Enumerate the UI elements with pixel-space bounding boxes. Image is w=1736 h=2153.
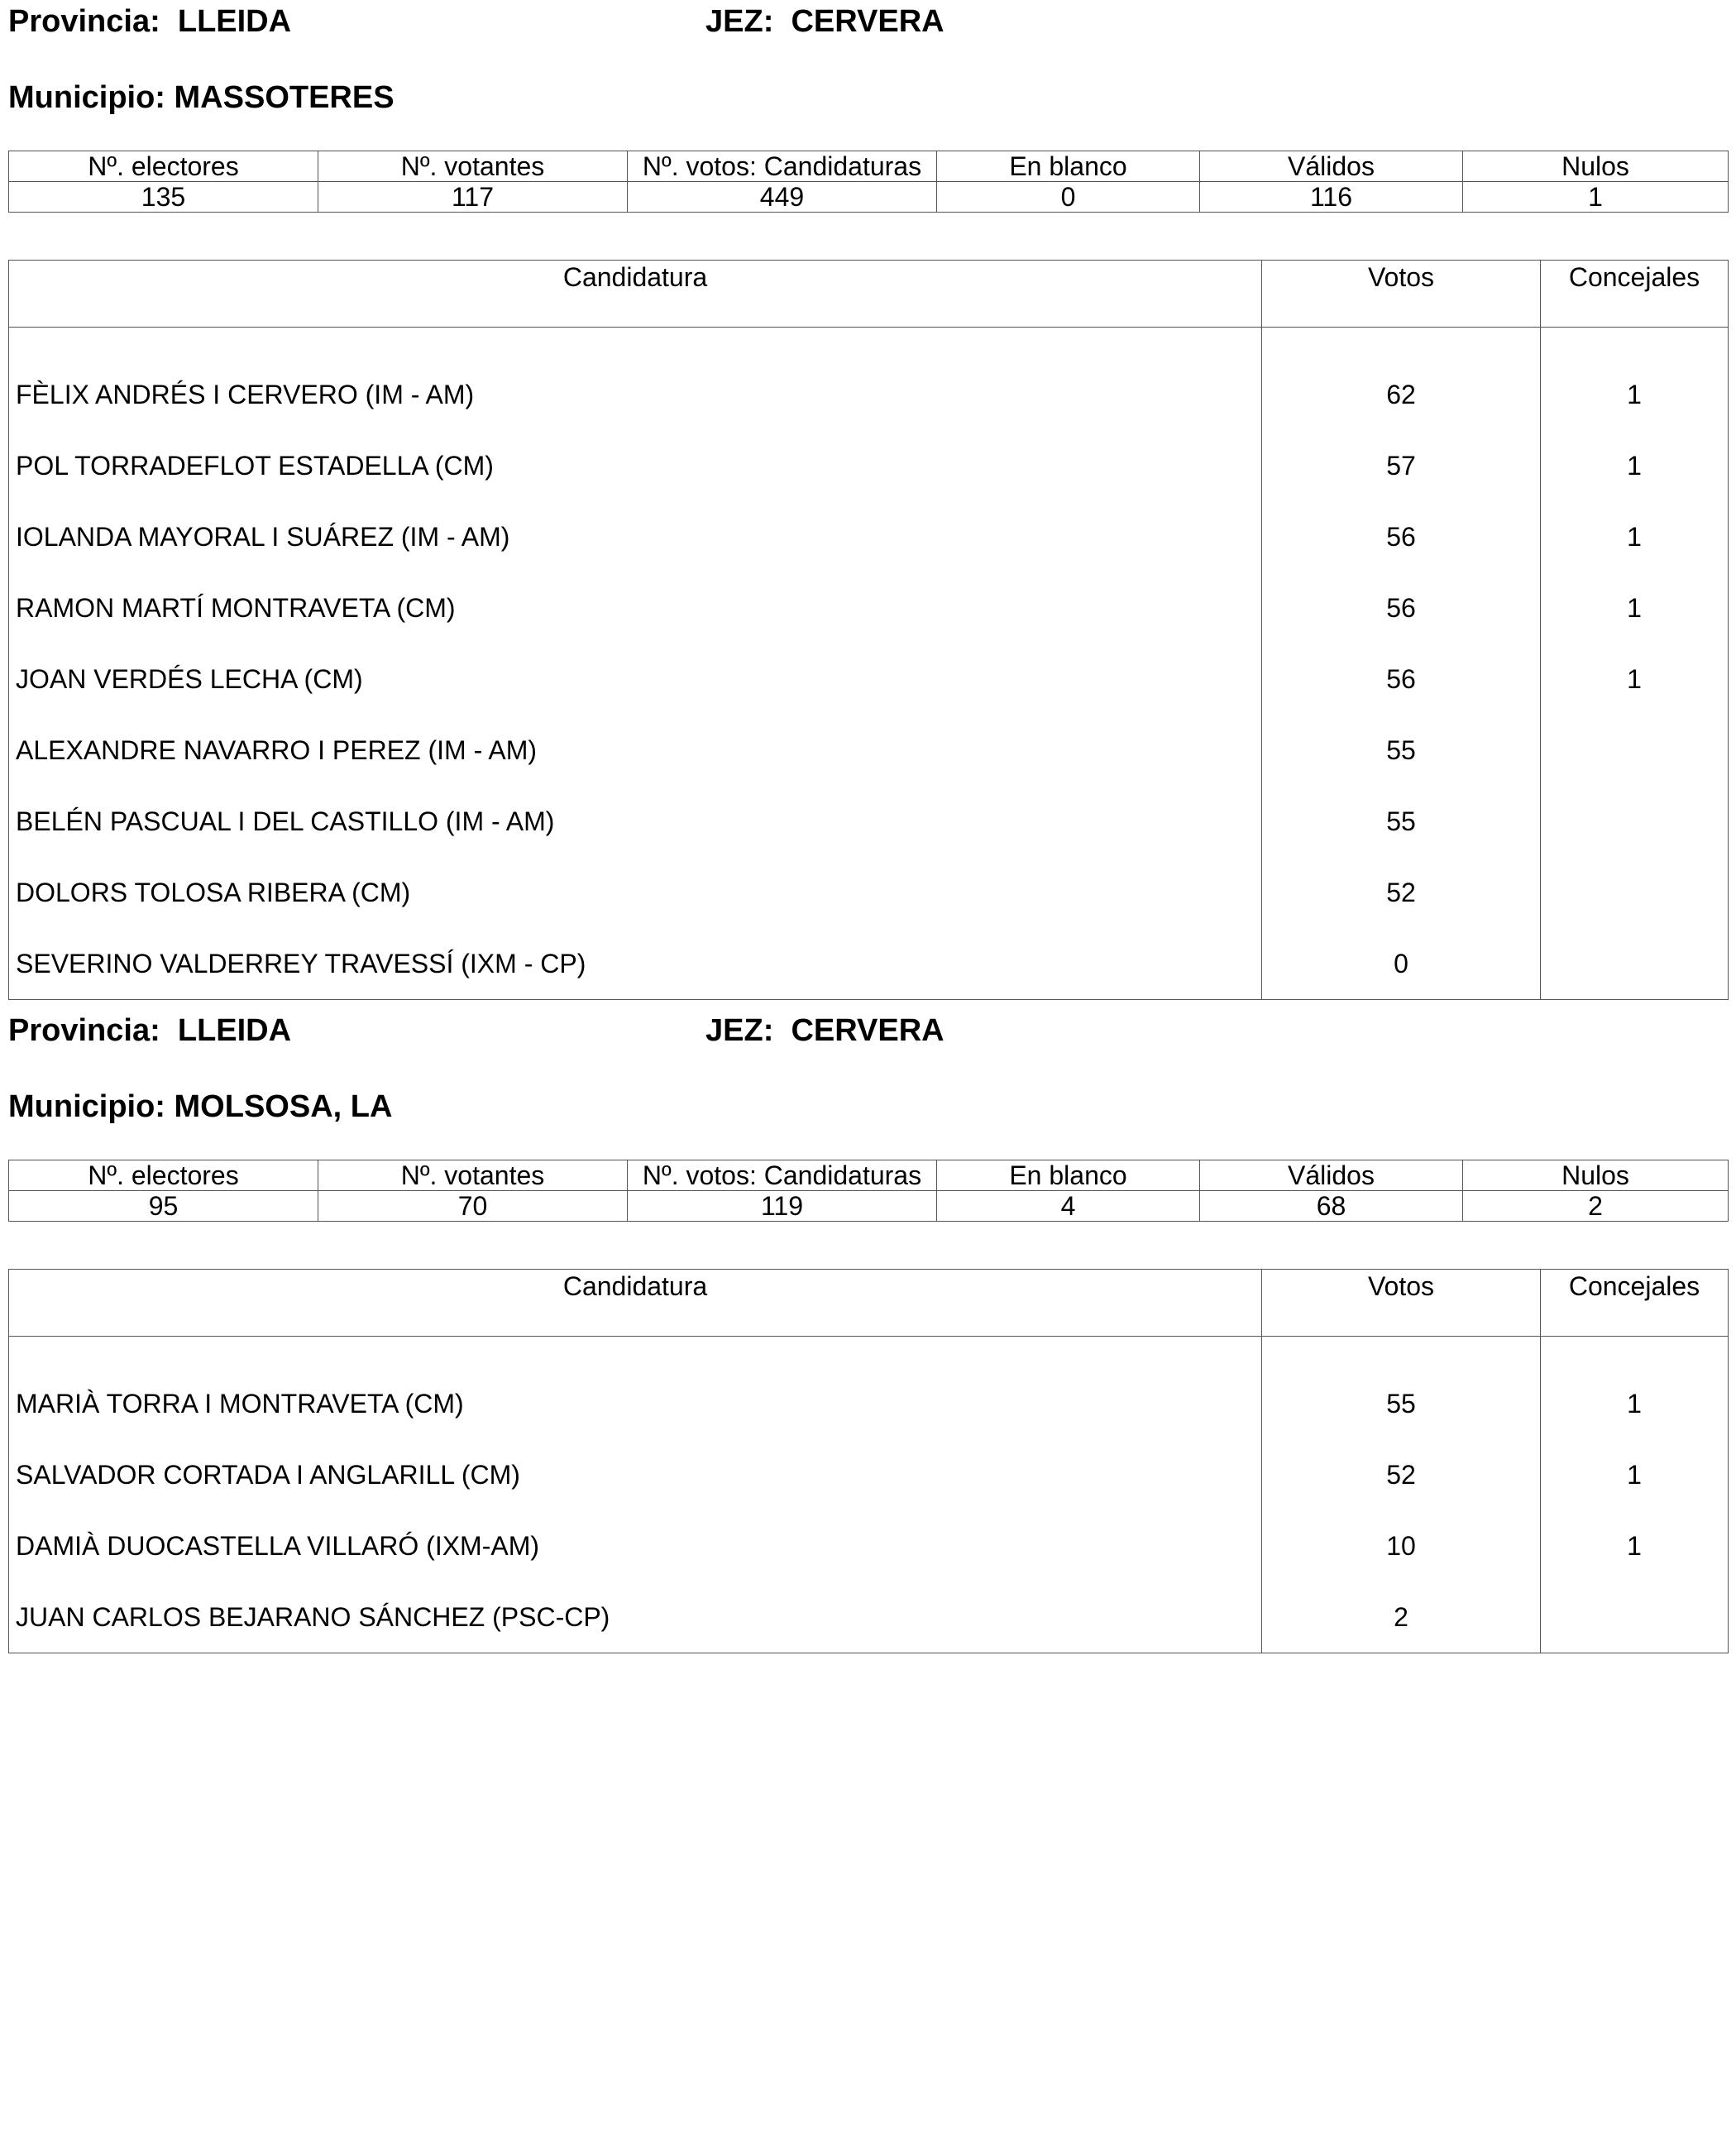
municipio-label: Municipio: xyxy=(8,80,165,115)
candidate-votos: 0 xyxy=(1262,928,1541,1000)
jez-heading xyxy=(705,1014,945,1047)
candidate-name: ALEXANDRE NAVARRO I PEREZ (IM - AM) xyxy=(9,715,1262,786)
jez-label: JEZ: xyxy=(705,4,774,39)
candidates-header-row xyxy=(9,261,1729,328)
candidate-concejales xyxy=(1541,715,1729,786)
municipio-value: MASSOTERES xyxy=(174,80,395,115)
summary-value-votantes: 117 xyxy=(318,182,628,213)
candidate-concejales xyxy=(1541,928,1729,1000)
table-row xyxy=(9,1510,1729,1581)
summary-value-votantes: 70 xyxy=(318,1191,628,1222)
candidate-concejales: 1 xyxy=(1541,1439,1729,1510)
summary-value-validos: 116 xyxy=(1200,182,1463,213)
candidate-name: JUAN CARLOS BEJARANO SÁNCHEZ (PSC-CP) xyxy=(9,1581,1262,1653)
candidate-votos: 55 xyxy=(1262,715,1541,786)
table-row xyxy=(9,786,1729,857)
candidate-votos: 55 xyxy=(1262,1368,1541,1439)
candidate-concejales: 1 xyxy=(1541,359,1729,430)
candidate-name: DAMIÀ DUOCASTELLA VILLARÓ (IXM-AM) xyxy=(9,1510,1262,1581)
summary-header-votantes: Nº. votantes xyxy=(318,151,628,182)
candidate-name: IOLANDA MAYORAL I SUÁREZ (IM - AM) xyxy=(9,501,1262,572)
summary-value-row xyxy=(9,182,1729,213)
table-row xyxy=(9,430,1729,501)
table-row xyxy=(9,572,1729,644)
candidate-votos: 56 xyxy=(1262,501,1541,572)
candidate-concejales: 1 xyxy=(1541,1510,1729,1581)
candidates-header-votos: Votos xyxy=(1262,1270,1541,1337)
summary-table xyxy=(8,151,1729,213)
candidates-header-votos: Votos xyxy=(1262,261,1541,328)
summary-value-en-blanco: 4 xyxy=(937,1191,1200,1222)
summary-table xyxy=(8,1160,1729,1222)
jez-heading xyxy=(705,5,945,38)
summary-header-votos-candidaturas: Nº. votos: Candidaturas xyxy=(628,151,937,182)
summary-value-votos-candidaturas: 119 xyxy=(628,1191,937,1222)
candidate-name: JOAN VERDÉS LECHA (CM) xyxy=(9,644,1262,715)
summary-header-votantes: Nº. votantes xyxy=(318,1160,628,1191)
table-row xyxy=(9,857,1729,928)
candidate-concejales xyxy=(1541,857,1729,928)
candidate-concejales: 1 xyxy=(1541,572,1729,644)
summary-header-electores: Nº. electores xyxy=(9,151,318,182)
candidate-votos: 57 xyxy=(1262,430,1541,501)
candidate-votos: 52 xyxy=(1262,857,1541,928)
summary-header-electores: Nº. electores xyxy=(9,1160,318,1191)
candidate-name: SEVERINO VALDERREY TRAVESSÍ (IXM - CP) xyxy=(9,928,1262,1000)
candidate-name: RAMON MARTÍ MONTRAVETA (CM) xyxy=(9,572,1262,644)
table-row xyxy=(9,359,1729,430)
candidates-spacer-row xyxy=(9,1337,1729,1369)
summary-value-nulos: 2 xyxy=(1463,1191,1729,1222)
jez-label: JEZ: xyxy=(705,1013,774,1048)
summary-value-en-blanco: 0 xyxy=(937,182,1200,213)
summary-header-en-blanco: En blanco xyxy=(937,1160,1200,1191)
municipio-label: Municipio: xyxy=(8,1089,165,1124)
candidate-name: BELÉN PASCUAL I DEL CASTILLO (IM - AM) xyxy=(9,786,1262,857)
summary-header-votos-candidaturas: Nº. votos: Candidaturas xyxy=(628,1160,937,1191)
candidate-concejales xyxy=(1541,786,1729,857)
candidate-concejales xyxy=(1541,1581,1729,1653)
candidates-header-concejales: Concejales xyxy=(1541,1270,1729,1337)
summary-header-validos: Válidos xyxy=(1200,151,1463,182)
summary-value-nulos: 1 xyxy=(1463,182,1729,213)
table-row xyxy=(9,1581,1729,1653)
candidate-votos: 56 xyxy=(1262,644,1541,715)
summary-header-row xyxy=(9,1160,1729,1191)
summary-header-nulos: Nulos xyxy=(1463,151,1729,182)
provincia-heading xyxy=(8,5,291,38)
candidate-votos: 55 xyxy=(1262,786,1541,857)
municipio-value: MOLSOSA, LA xyxy=(174,1089,393,1124)
candidate-votos: 10 xyxy=(1262,1510,1541,1581)
candidate-votos: 62 xyxy=(1262,359,1541,430)
candidates-table xyxy=(8,1269,1729,1653)
candidates-table xyxy=(8,260,1729,1000)
candidate-name: DOLORS TOLOSA RIBERA (CM) xyxy=(9,857,1262,928)
summary-header-nulos: Nulos xyxy=(1463,1160,1729,1191)
table-row xyxy=(9,644,1729,715)
summary-value-row xyxy=(9,1191,1729,1222)
candidate-concejales: 1 xyxy=(1541,501,1729,572)
candidates-header-row xyxy=(9,1270,1729,1337)
summary-value-validos: 68 xyxy=(1200,1191,1463,1222)
table-row xyxy=(9,501,1729,572)
summary-value-electores: 95 xyxy=(9,1191,318,1222)
jez-value: CERVERA xyxy=(791,1013,945,1048)
candidate-votos: 56 xyxy=(1262,572,1541,644)
candidates-header-candidatura: Candidatura xyxy=(9,1270,1262,1337)
municipio-heading xyxy=(8,1090,392,1123)
provincia-label: Provincia: xyxy=(8,1013,160,1048)
provincia-value: LLEIDA xyxy=(177,1013,292,1048)
provincia-heading xyxy=(8,1014,291,1047)
candidate-votos: 52 xyxy=(1262,1439,1541,1510)
candidates-header-concejales: Concejales xyxy=(1541,261,1729,328)
candidate-votos: 2 xyxy=(1262,1581,1541,1653)
candidate-name: POL TORRADEFLOT ESTADELLA (CM) xyxy=(9,430,1262,501)
candidate-name: SALVADOR CORTADA I ANGLARILL (CM) xyxy=(9,1439,1262,1510)
candidates-header-candidatura: Candidatura xyxy=(9,261,1262,328)
candidate-name: MARIÀ TORRA I MONTRAVETA (CM) xyxy=(9,1368,1262,1439)
municipio-heading xyxy=(8,81,395,114)
candidate-name: FÈLIX ANDRÉS I CERVERO (IM - AM) xyxy=(9,359,1262,430)
summary-header-validos: Válidos xyxy=(1200,1160,1463,1191)
candidate-concejales: 1 xyxy=(1541,430,1729,501)
provincia-label: Provincia: xyxy=(8,4,160,39)
candidates-spacer-row xyxy=(9,328,1729,360)
jez-value: CERVERA xyxy=(791,4,945,39)
summary-value-votos-candidaturas: 449 xyxy=(628,182,937,213)
provincia-value: LLEIDA xyxy=(177,4,292,39)
summary-header-en-blanco: En blanco xyxy=(937,151,1200,182)
table-row xyxy=(9,928,1729,1000)
summary-value-electores: 135 xyxy=(9,182,318,213)
candidate-concejales: 1 xyxy=(1541,1368,1729,1439)
summary-header-row xyxy=(9,151,1729,182)
table-row xyxy=(9,715,1729,786)
candidate-concejales: 1 xyxy=(1541,644,1729,715)
table-row xyxy=(9,1439,1729,1510)
table-row xyxy=(9,1368,1729,1439)
